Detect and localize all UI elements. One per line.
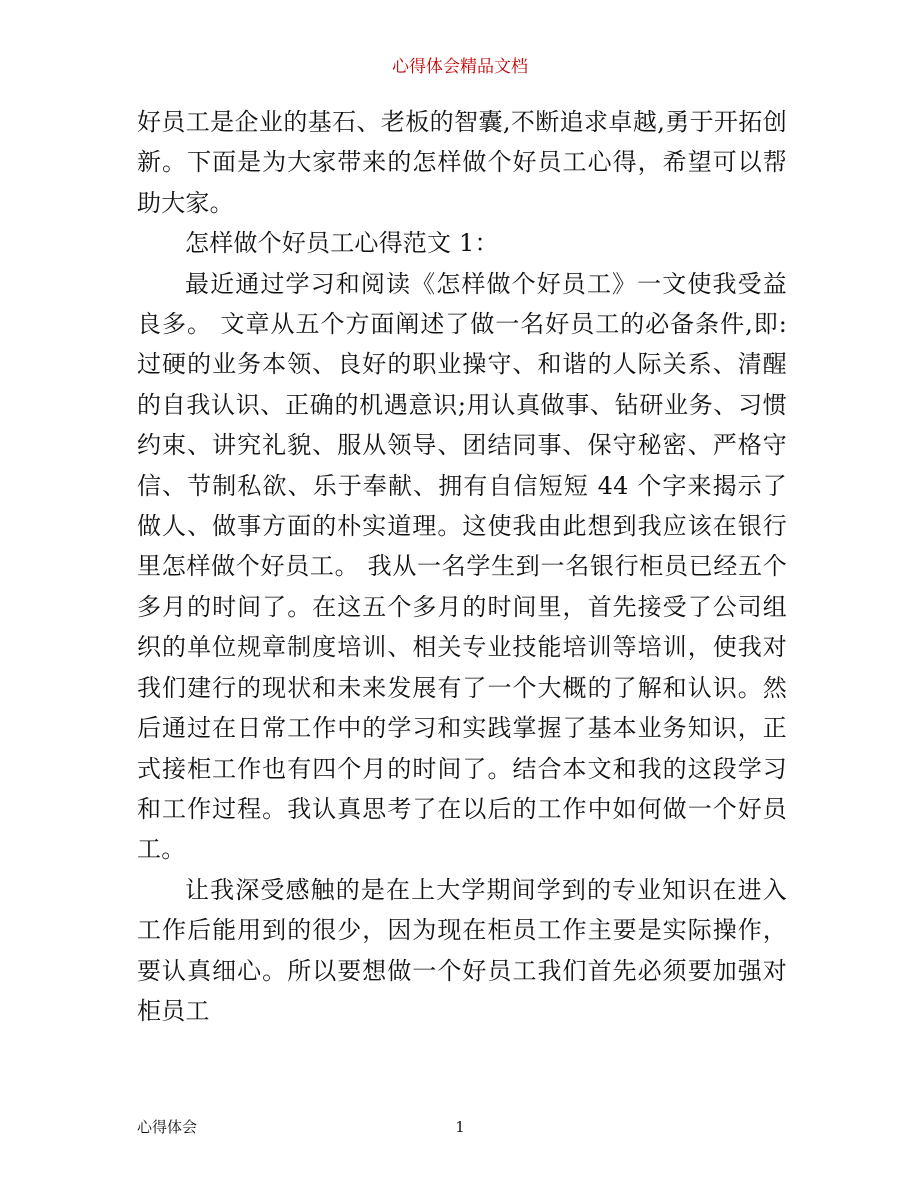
document-body <box>137 102 787 1031</box>
section-heading: 怎样做个好员工心得范文 1： <box>185 229 499 258</box>
footer-label: 心得体会 <box>137 1118 198 1136</box>
body-paragraph: 最近通过学习和阅读《怎样做个好员工》一文使我受益良多。 文章从五个方面阐述了做一名好员工的必备条件,即:过硬的业务本领、良好的职业操守、和谐的人际关系、清醒的自我认识、正确的机遇意识;用认真做事、钻研业务、习惯约束、讲究礼貌、服从领导、团结同事、保守秘密、严格守信、节制私欲、乐于奉献、拥有自信短短 44 个字来揭示了做人、做事方面的朴实道理。这使我由此想到我应该在银行里怎样做个好员工。 我从一名学生到一名银行柜员已经五个多月的时间了。在这五个多月的时间里，首先接受了公司组织的单位规章制度培训、相关专业技能培训等培训，使我对我们建行的现状和未来发展有了一个大概的了解和认识。然后通过在日常工作中的学习和实践掌握了基本业务知识，正式接柜工作也有四个月的时间了。结合本文和我的这段学习和工作过程。我认真思考了在以后的工作中如何做一个好员工。 <box>137 269 787 864</box>
body-paragraph: 让我深受感触的是在上大学期间学到的专业知识在进入工作后能用到的很少，因为现在柜员工作主要是实际操作，要认真细心。所以要想做一个好员工我们首先必须要加强对柜员工 <box>137 875 787 1025</box>
document-header-title: 心得体会精品文档 <box>392 57 528 77</box>
page-number: 1 <box>455 1118 465 1136</box>
intro-paragraph: 好员工是企业的基石、老板的智囊,不断追求卓越,勇于开拓创新。下面是为大家带来的怎样做个好员工心得，希望可以帮助大家。 <box>137 108 787 217</box>
